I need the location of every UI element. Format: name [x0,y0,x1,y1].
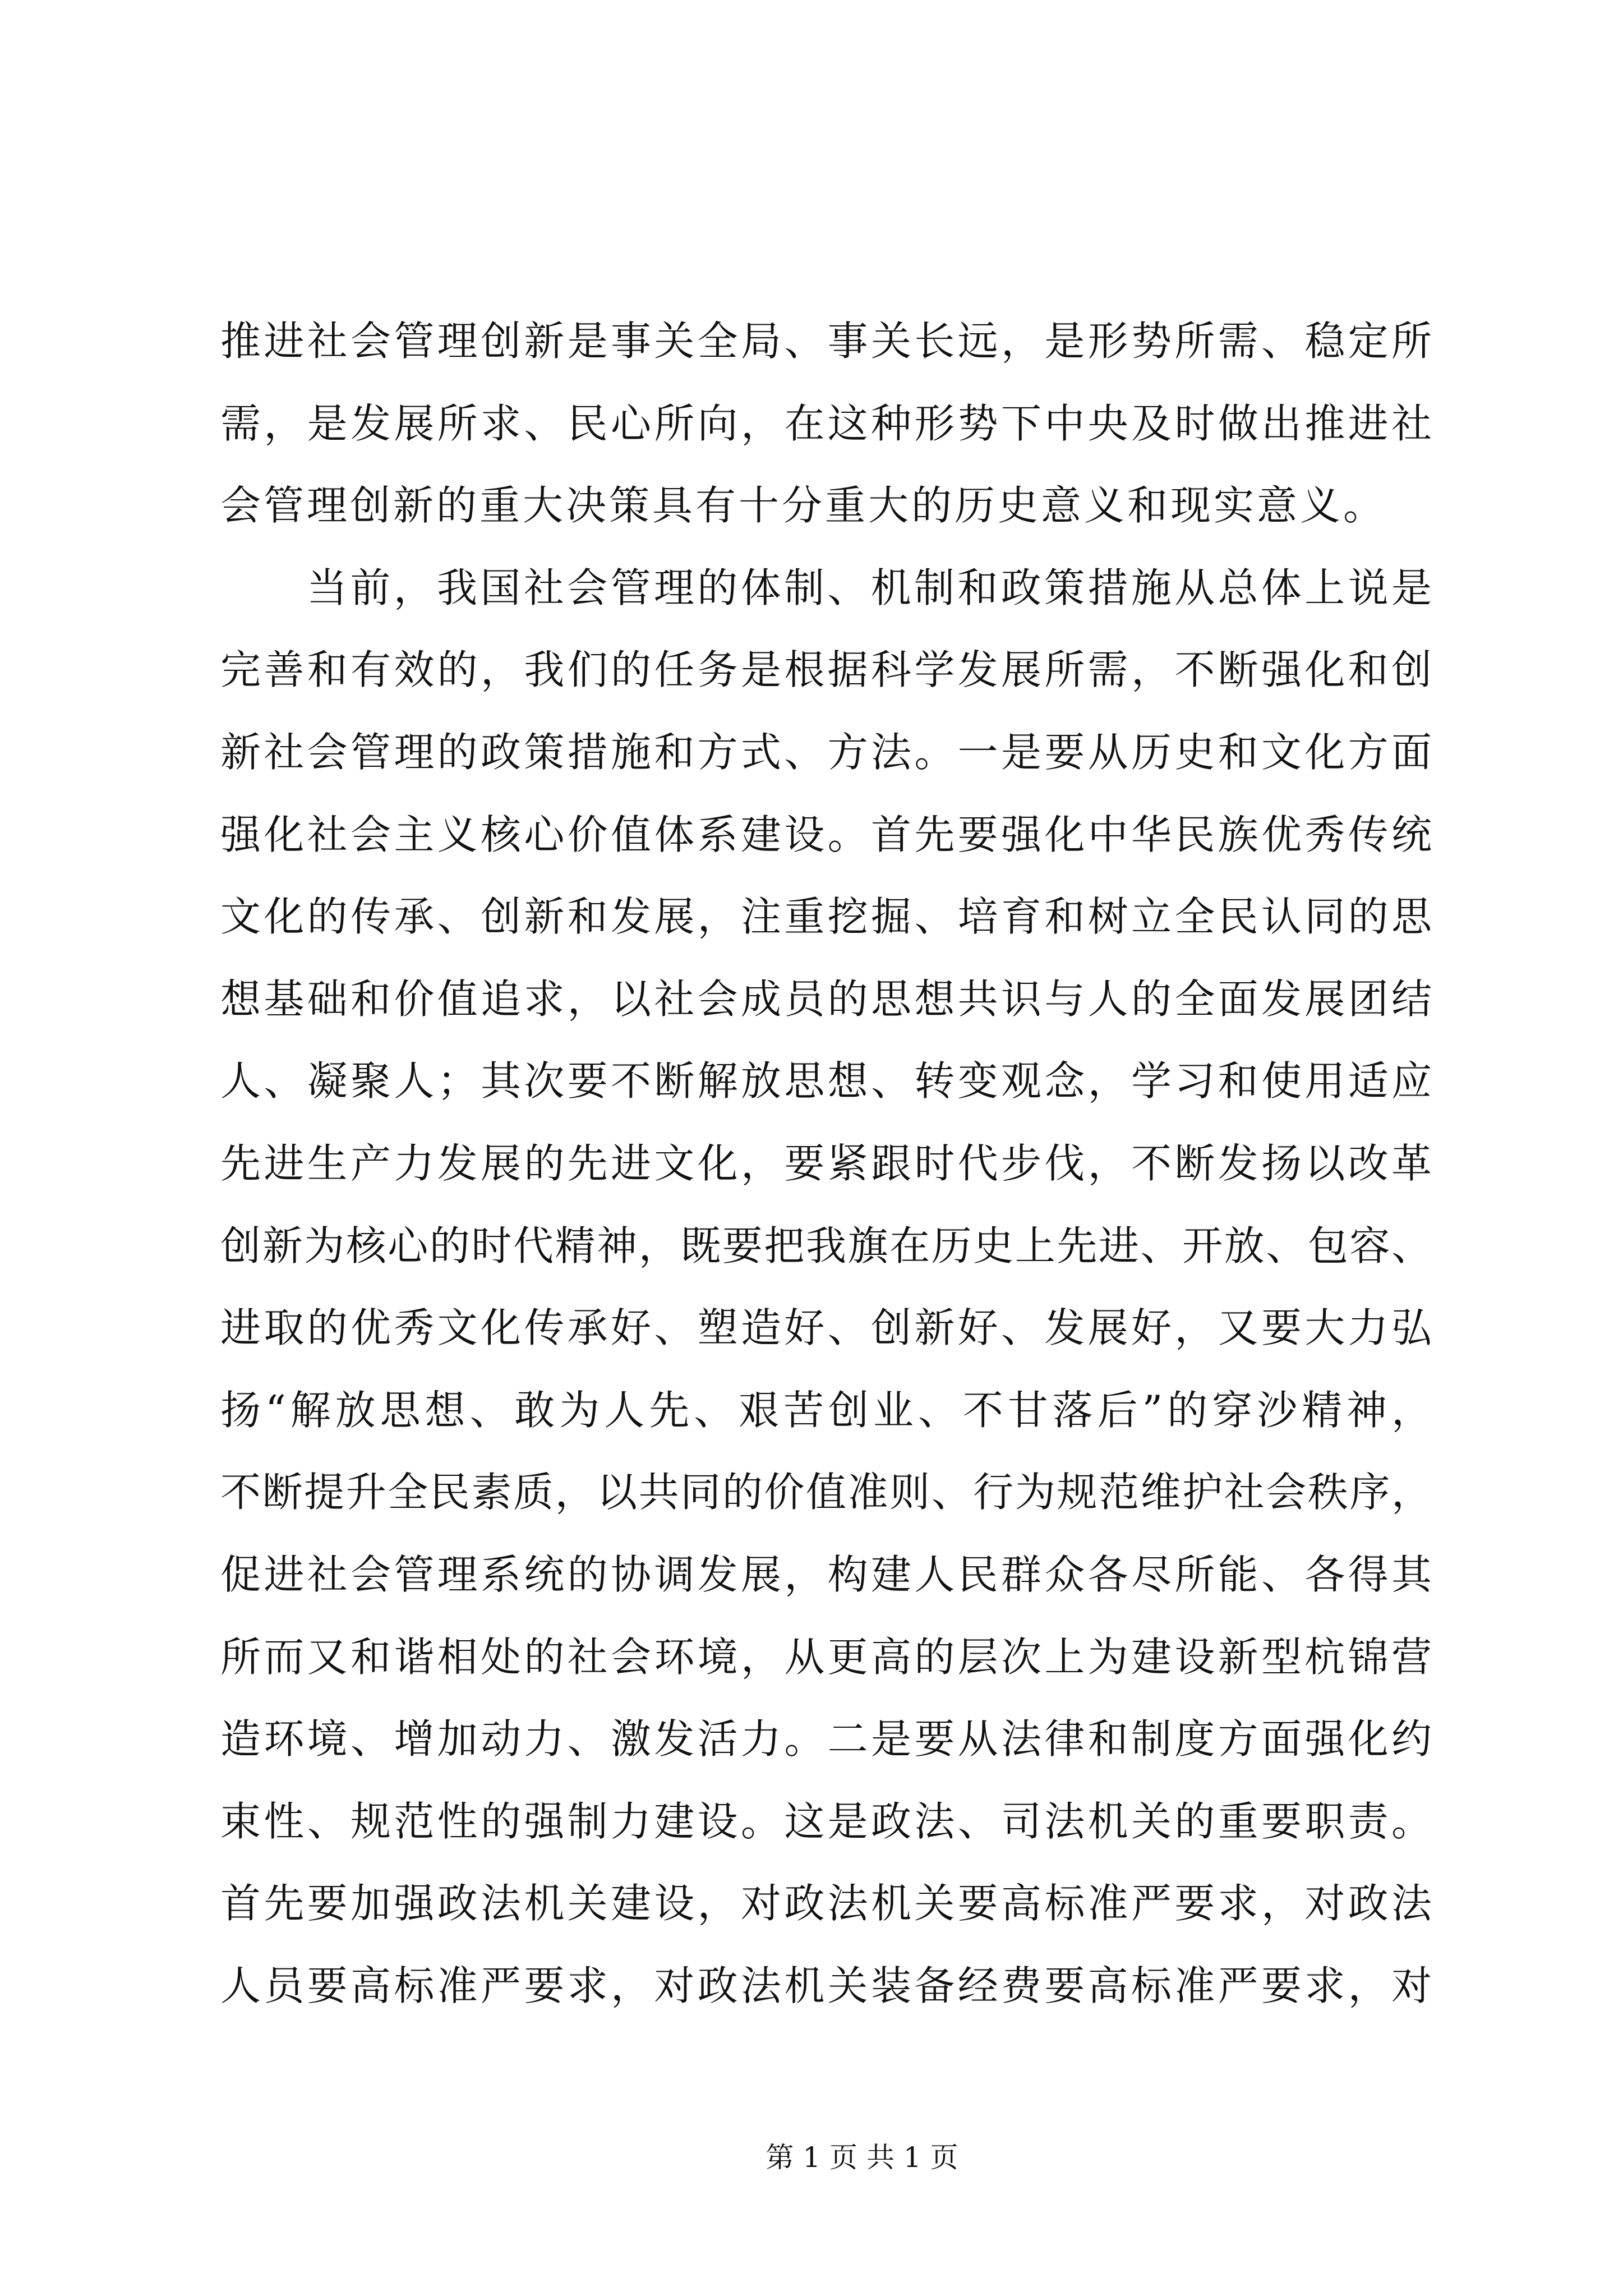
text-line: 会管理创新的重大决策具有十分重大的历史意义和现实意义。 [220,482,1387,530]
text-line: 完善和有效的，我们的任务是根据科学发展所需，不断强化和创 [220,646,1432,694]
text-line: 强化社会主义核心价值体系建设。首先要强化中华民族优秀传统 [220,811,1432,858]
text-line: 新社会管理的政策措施和方式、方法。一是要从历史和文化方面 [220,728,1432,776]
page-body [220,300,1432,2027]
text-line: 想基础和价值追求，以社会成员的思想共识与人的全面发展团结 [220,975,1432,1023]
text-line: 所而又和谐相处的社会环境，从更高的层次上为建设新型杭锦营 [220,1633,1432,1681]
text-line: 不断提升全民素质，以共同的价值准则、行为规范维护社会秩序， [220,1469,1432,1516]
text-line: 进取的优秀文化传承好、塑造好、创新好、发展好，又要大力弘 [220,1304,1432,1352]
text-line: 文化的传承、创新和发展，注重挖掘、培育和树立全民认同的思 [220,893,1432,941]
text-line: 当前，我国社会管理的体制、机制和政策措施从总体上说是 [307,564,1432,611]
text-line: 推进社会管理创新是事关全局、事关长远，是形势所需、稳定所 [220,318,1432,365]
text-line: 束性、规范性的强制力建设。这是政法、司法机关的重要职责。 [220,1797,1432,1845]
paragraph-main [220,547,1432,2027]
text-line: 人、凝聚人；其次要不断解放思想、转变观念，学习和使用适应 [220,1057,1432,1105]
text-line: 造环境、增加动力、激发活力。二是要从法律和制度方面强化约 [220,1715,1432,1763]
text-line: 需，是发展所求、民心所向，在这种形势下中央及时做出推进社 [220,399,1432,447]
text-line: 人员要高标准严要求，对政法机关装备经费要高标准严要求，对 [220,1962,1432,2009]
text-line: 扬“解放思想、敢为人先、艰苦创业、不甘落后”的穿沙精神， [220,1386,1432,1434]
text-line: 先进生产力发展的先进文化，要紧跟时代步伐，不断发扬以改革 [220,1139,1432,1187]
page-number-footer: 第 1 页 共 1 页 [766,2141,958,2174]
text-line: 促进社会管理系统的协调发展，构建人民群众各尽所能、各得其 [220,1550,1432,1598]
text-line: 首先要加强政法机关建设，对政法机关要高标准严要求，对政法 [220,1880,1432,1927]
text-line: 创新为核心的时代精神，既要把我旗在历史上先进、开放、包容、 [220,1222,1432,1269]
paragraph-continued [220,300,1432,547]
